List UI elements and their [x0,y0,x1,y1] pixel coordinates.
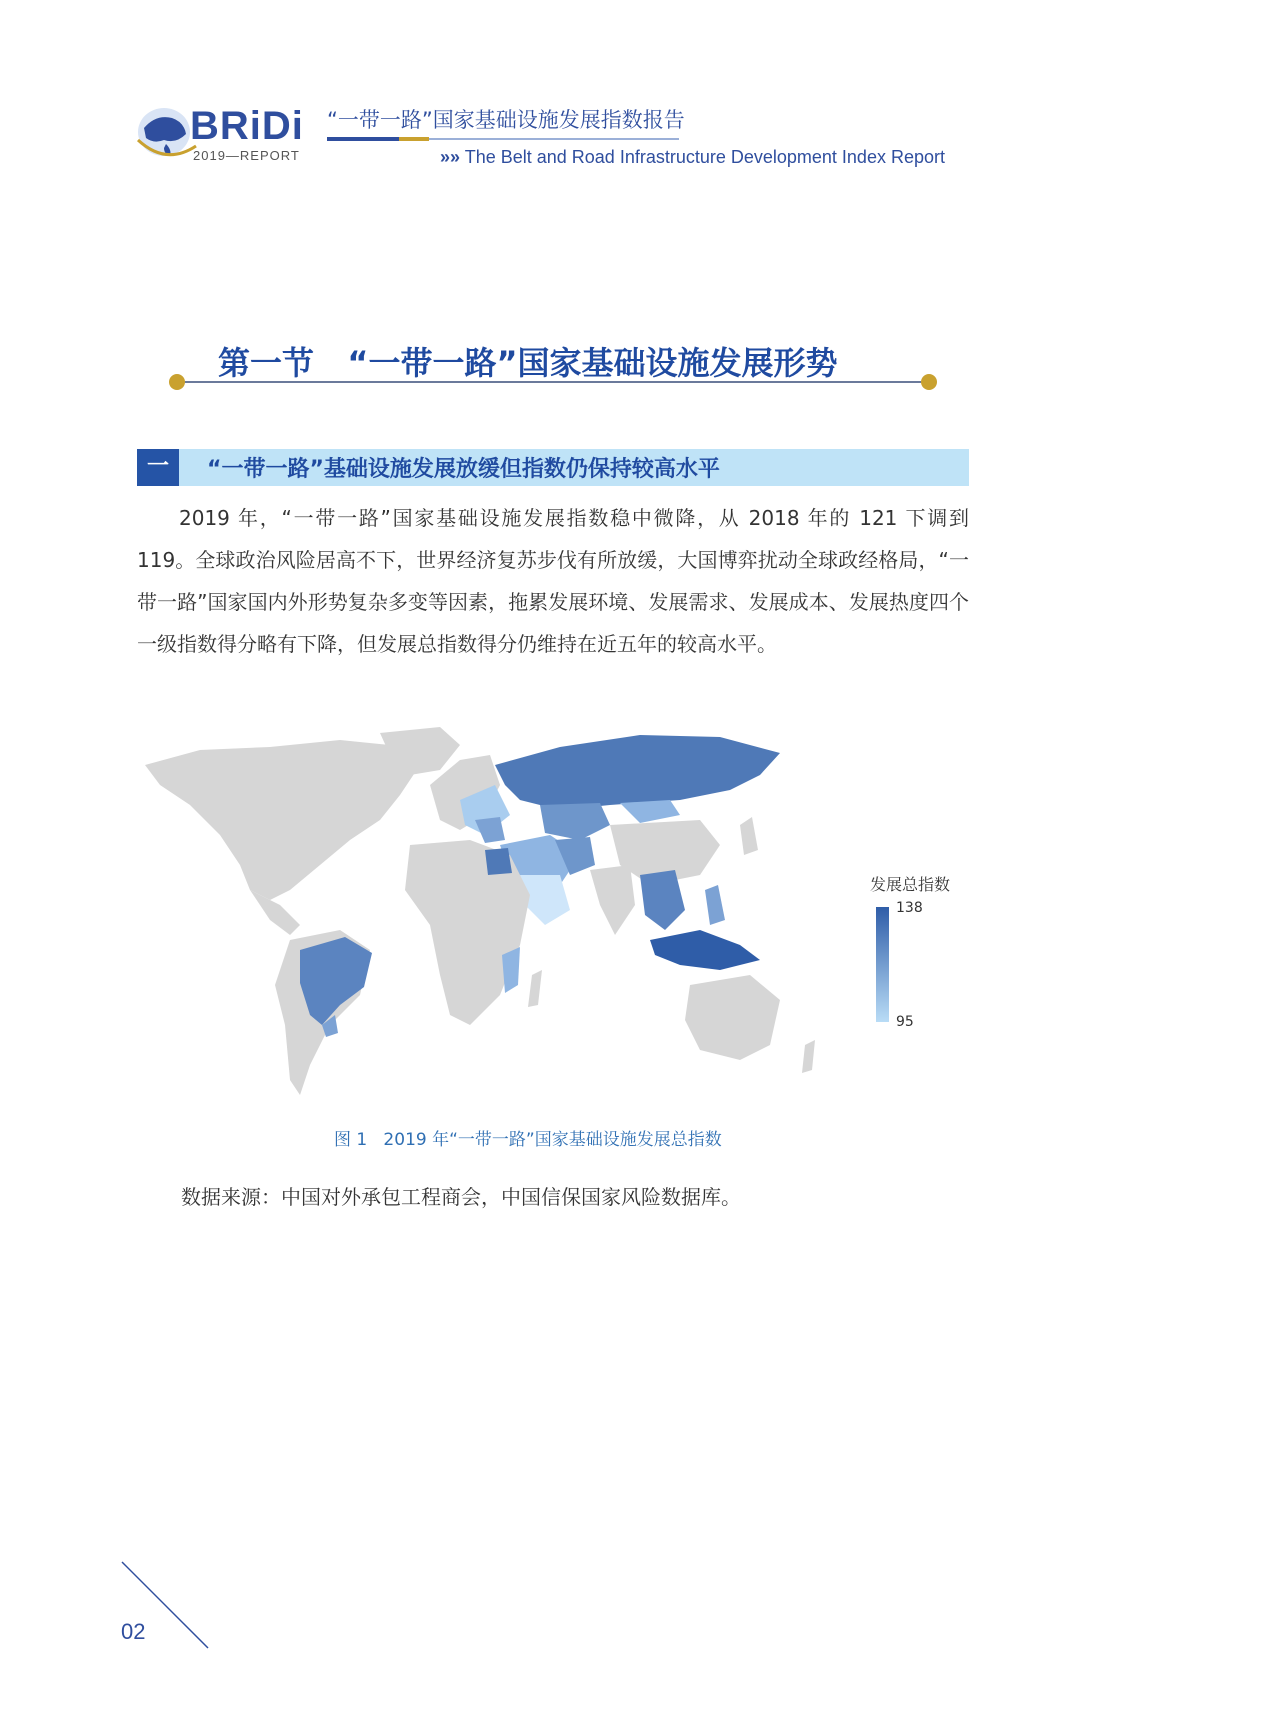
source-note: 数据来源：中国对外承包工程商会，中国信保国家风险数据库。 [181,1185,741,1209]
subheading-number: 一 [137,449,179,486]
legend-max-value: 138 [896,900,923,916]
egypt-region [485,848,512,875]
report-title: “一带一路”国家基础设施发展指数报告 [327,108,685,132]
central-asia-region [540,803,610,840]
logo-text: BRiDi [190,104,304,148]
india-land [590,865,635,935]
section-title: 第一节 “一带一路”国家基础设施发展形势 [218,344,838,382]
report-subtitle-text: The Belt and Road Infrastructure Development Index Report [464,147,945,167]
header-rule-gold [399,137,429,141]
north-america-land [145,740,420,900]
indonesia-region [650,930,760,970]
footer-diagonal-line [120,1560,220,1660]
east-africa-region [502,947,520,993]
world-map [140,725,880,1110]
chevrons-icon: »» [440,147,461,167]
australia-land [685,975,780,1060]
figure-caption: 图 1 2019 年“一带一路”国家基础设施发展总指数 [334,1130,722,1150]
madagascar-land [528,970,542,1007]
report-subtitle [440,147,945,168]
africa-land [405,840,530,1025]
subheading-text: “一带一路”基础设施发展放缓但指数仍保持较高水平 [207,457,720,482]
section-rule [168,374,938,390]
legend-gradient [876,907,889,1022]
legend-title: 发展总指数 [870,875,951,894]
page-number: 02 [121,1619,146,1644]
japan-land [740,817,758,855]
legend-min-value: 95 [896,1014,914,1030]
philippines-region [705,885,725,925]
new-zealand-land [802,1040,815,1073]
logo-subtitle: 2019—REPORT [193,148,300,163]
russia-region [495,735,780,810]
mongolia-region [620,800,680,823]
header-rule-gray [429,138,679,140]
balkans-region [475,817,505,843]
header-rule-blue [327,137,399,141]
body-paragraph: 2019 年，“一带一路”国家基础设施发展指数稳中微降，从 2018 年的 121 下调到 119。全球政治风险居高不下，世界经济复苏步伐有所放缓，大国博弈扰动全球政经格局，“一带一路”国家国内外形势复杂多变等因素，拖累发展环境、发展需求、发展成本、发展热度四个一级指数得分略有下降，但发展总指数得分仍维持在近五年的较高水平。 [137,506,969,656]
